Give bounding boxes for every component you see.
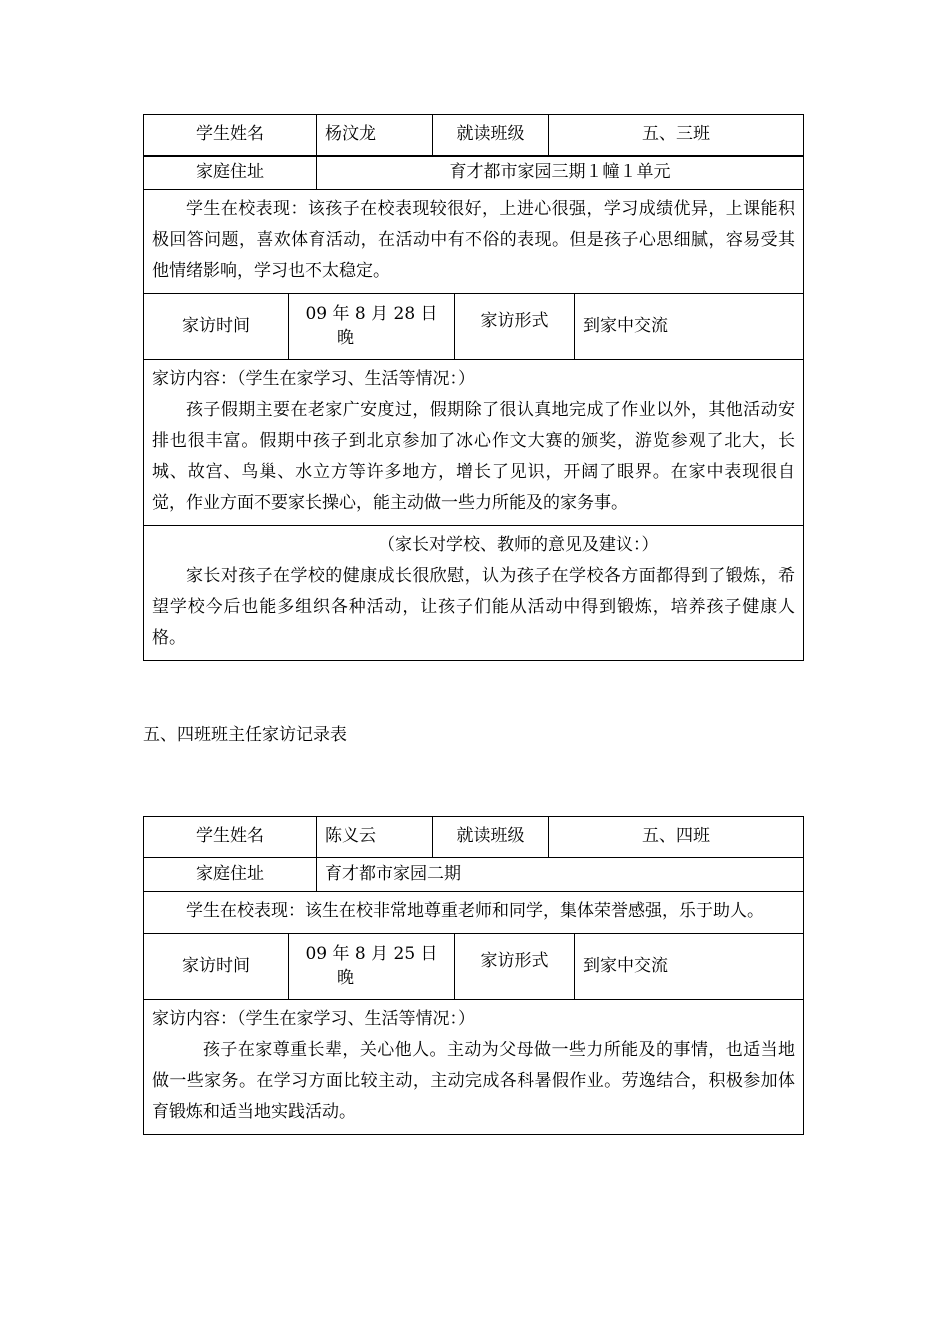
- name-value: 陈义云: [316, 817, 432, 857]
- address-row: [144, 857, 803, 891]
- class-label: 就读班级: [432, 115, 548, 155]
- address-value: 育才都市家园二期: [316, 858, 803, 891]
- class-label: 就读班级: [432, 817, 548, 857]
- visit-content-row: [144, 359, 803, 525]
- record-2-title: 五、四班班主任家访记录表: [143, 725, 347, 745]
- parent-advice: [144, 526, 803, 660]
- name-label: 学生姓名: [196, 124, 264, 145]
- visit-time-date: 09 年 8 月 25 日: [305, 943, 438, 964]
- name-label: 学生姓名: [196, 826, 264, 847]
- address-label: 家庭住址: [196, 162, 264, 183]
- address-label: 家庭住址: [196, 863, 264, 884]
- visit-content: [144, 360, 803, 525]
- class-value: 五、四班: [548, 817, 803, 857]
- visit-form-label: 家访形式: [454, 934, 574, 999]
- visit-time-date: 09 年 8 月 28 日: [305, 303, 438, 324]
- visit-time-label: 家访时间: [182, 315, 250, 336]
- visit-content-body: 孩子假期主要在老家广安度过，假期除了很认真地完成了作业以外，其他活动安排也很丰富。假期中孩子到北京参加了冰心作文大赛的颁奖，游览参观了北大，长城、故宫、鸟巢、水立方等许多地方，增长了见识，开阔了眼界。在家中表现很自觉，作业方面不要家长操心，能主动做一些力所能及的家务事。: [152, 400, 795, 513]
- visit-info-row: [144, 293, 803, 359]
- parent-advice-body: 家长对孩子在学校的健康成长很欣慰，认为孩子在学校各方面都得到了锻炼，希望学校今后也能多组织各种活动，让孩子们能从活动中得到锻炼，培养孩子健康人格。: [152, 566, 795, 648]
- visit-form-value: 到家中交流: [574, 294, 803, 359]
- visit-content-heading: 家访内容：（学生在家学习、生活等情况：）: [152, 369, 475, 389]
- visit-time-label: 家访时间: [182, 955, 250, 976]
- visit-info-row: [144, 933, 803, 999]
- performance-text: 学生在校表现：该孩子在校表现较很好，上进心很强，学习成绩优异，上课能积极回答问题，喜欢体育活动，在活动中有不俗的表现。但是孩子心思细腻，容易受其他情绪影响，学习也不太稳定。: [152, 199, 795, 281]
- visit-content-row: [144, 999, 803, 1134]
- performance-row: [144, 891, 803, 933]
- visit-content-heading: 家访内容：（学生在家学习、生活等情况：）: [152, 1009, 475, 1029]
- student-info-row: [144, 817, 803, 857]
- visit-time-period: 晚: [337, 327, 354, 348]
- home-visit-record-1: [143, 114, 804, 661]
- address-value: 育才都市家园三期１幢１单元: [316, 157, 803, 189]
- performance-row: [144, 189, 803, 293]
- address-row: [144, 155, 803, 189]
- visit-content: [144, 1000, 803, 1134]
- home-visit-record-2: [143, 816, 804, 1135]
- performance-text: 学生在校表现：该生在校非常地尊重老师和同学，集体荣誉感强，乐于助人。: [186, 901, 764, 921]
- visit-time-value: [288, 294, 454, 359]
- parent-advice-heading: （家长对学校、教师的意见及建议：）: [378, 535, 659, 555]
- visit-time-value: [288, 934, 454, 999]
- visit-form-value: 到家中交流: [574, 934, 803, 999]
- student-info-row: [144, 115, 803, 155]
- visit-content-body: 孩子在家尊重长辈，关心他人。主动为父母做一些力所能及的事情，也适当地做一些家务。在学习方面比较主动，主动完成各科暑假作业。劳逸结合，积极参加体育锻炼和适当地实践活动。: [152, 1040, 795, 1122]
- parent-advice-row: [144, 525, 803, 660]
- name-value: 杨汶龙: [316, 115, 432, 155]
- visit-form-label: 家访形式: [454, 294, 574, 359]
- class-value: 五、三班: [548, 115, 803, 155]
- visit-time-period: 晚: [337, 967, 354, 988]
